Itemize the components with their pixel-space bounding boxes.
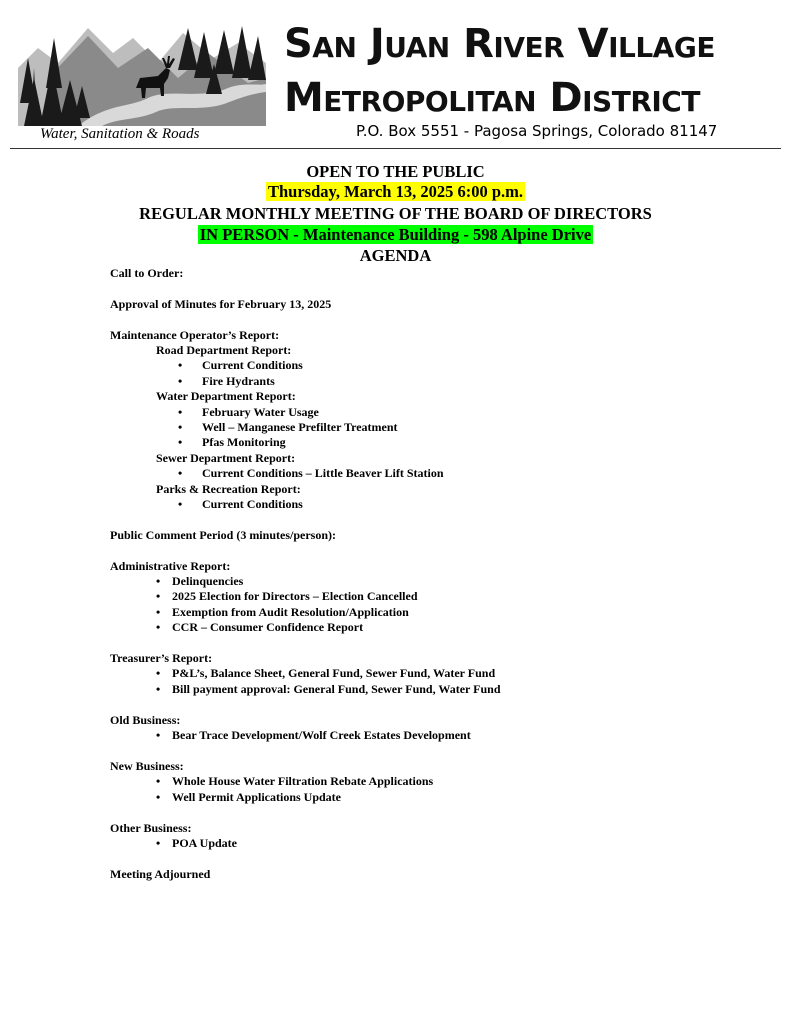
motto: Water, Sanitation & Roads xyxy=(40,126,200,142)
treasurer-report-title: Treasurer’s Report: xyxy=(110,651,213,666)
district-logo xyxy=(18,8,266,126)
list-item: • Bill payment approval: General Fund, Sewer Fund, Water Fund xyxy=(110,682,501,697)
sewer-report-title: Sewer Department Report: xyxy=(156,450,296,465)
open-to-public-heading: OPEN TO THE PUBLIC xyxy=(306,162,485,181)
list-item: • Well Permit Applications Update xyxy=(110,790,501,805)
administrative-report-title: Administrative Report: xyxy=(110,558,231,573)
approval-of-minutes: Approval of Minutes for February 13, 2025 xyxy=(110,296,332,311)
list-item: • Bear Trace Development/Wolf Creek Estates Development xyxy=(110,728,501,743)
public-comment-period: Public Comment Period (3 minutes/person): xyxy=(110,527,336,542)
list-item: • Pfas Monitoring xyxy=(110,435,501,450)
meeting-location-text: IN PERSON - Maintenance Building - 598 Alpine Drive xyxy=(199,225,592,244)
list-item: • Whole House Water Filtration Rebate Applications xyxy=(110,774,501,789)
water-report-title: Water Department Report: xyxy=(156,389,296,404)
org-name-line-1: San Juan River Village xyxy=(284,21,715,67)
org-name xyxy=(284,21,715,121)
list-item: • Current Conditions – Little Beaver Lift Station xyxy=(110,466,501,481)
list-item: • Delinquencies xyxy=(110,574,501,589)
list-item: • February Water Usage xyxy=(110,405,501,420)
list-item: • Current Conditions xyxy=(110,497,501,512)
list-item: • 2025 Election for Directors – Election Cancelled xyxy=(110,589,501,604)
meeting-date-text: Thursday, March 13, 2025 6:00 p.m. xyxy=(267,182,523,201)
list-item: • Exemption from Audit Resolution/Application xyxy=(110,605,501,620)
old-business-title: Old Business: xyxy=(110,712,181,727)
new-business-title: New Business: xyxy=(110,758,184,773)
header-divider xyxy=(10,148,781,149)
list-item: • Current Conditions xyxy=(110,358,501,373)
parks-report-title: Parks & Recreation Report: xyxy=(156,481,301,496)
mailing-address: P.O. Box 5551 - Pagosa Springs, Colorado 81147 xyxy=(356,122,718,140)
list-item: • CCR – Consumer Confidence Report xyxy=(110,620,501,635)
call-to-order: Call to Order: xyxy=(110,266,184,280)
list-item: • P&L’s, Balance Sheet, General Fund, Sewer Fund, Water Fund xyxy=(110,666,501,681)
meeting-adjourned: Meeting Adjourned xyxy=(110,866,211,881)
road-report-title: Road Department Report: xyxy=(156,343,292,357)
list-item: • Fire Hydrants xyxy=(110,374,501,389)
maintenance-report-title: Maintenance Operator’s Report: xyxy=(110,327,280,342)
agenda-list xyxy=(110,266,501,882)
meeting-location xyxy=(0,225,791,245)
meeting-title: REGULAR MONTHLY MEETING OF THE BOARD OF DIRECTORS xyxy=(139,204,652,223)
agenda-title: AGENDA xyxy=(359,246,432,265)
meeting-date xyxy=(0,182,791,202)
org-name-line-2: Metropolitan District xyxy=(284,75,700,121)
list-item: • POA Update xyxy=(110,836,501,851)
list-item: • Well – Manganese Prefilter Treatment xyxy=(110,420,501,435)
other-business-title: Other Business: xyxy=(110,820,192,835)
